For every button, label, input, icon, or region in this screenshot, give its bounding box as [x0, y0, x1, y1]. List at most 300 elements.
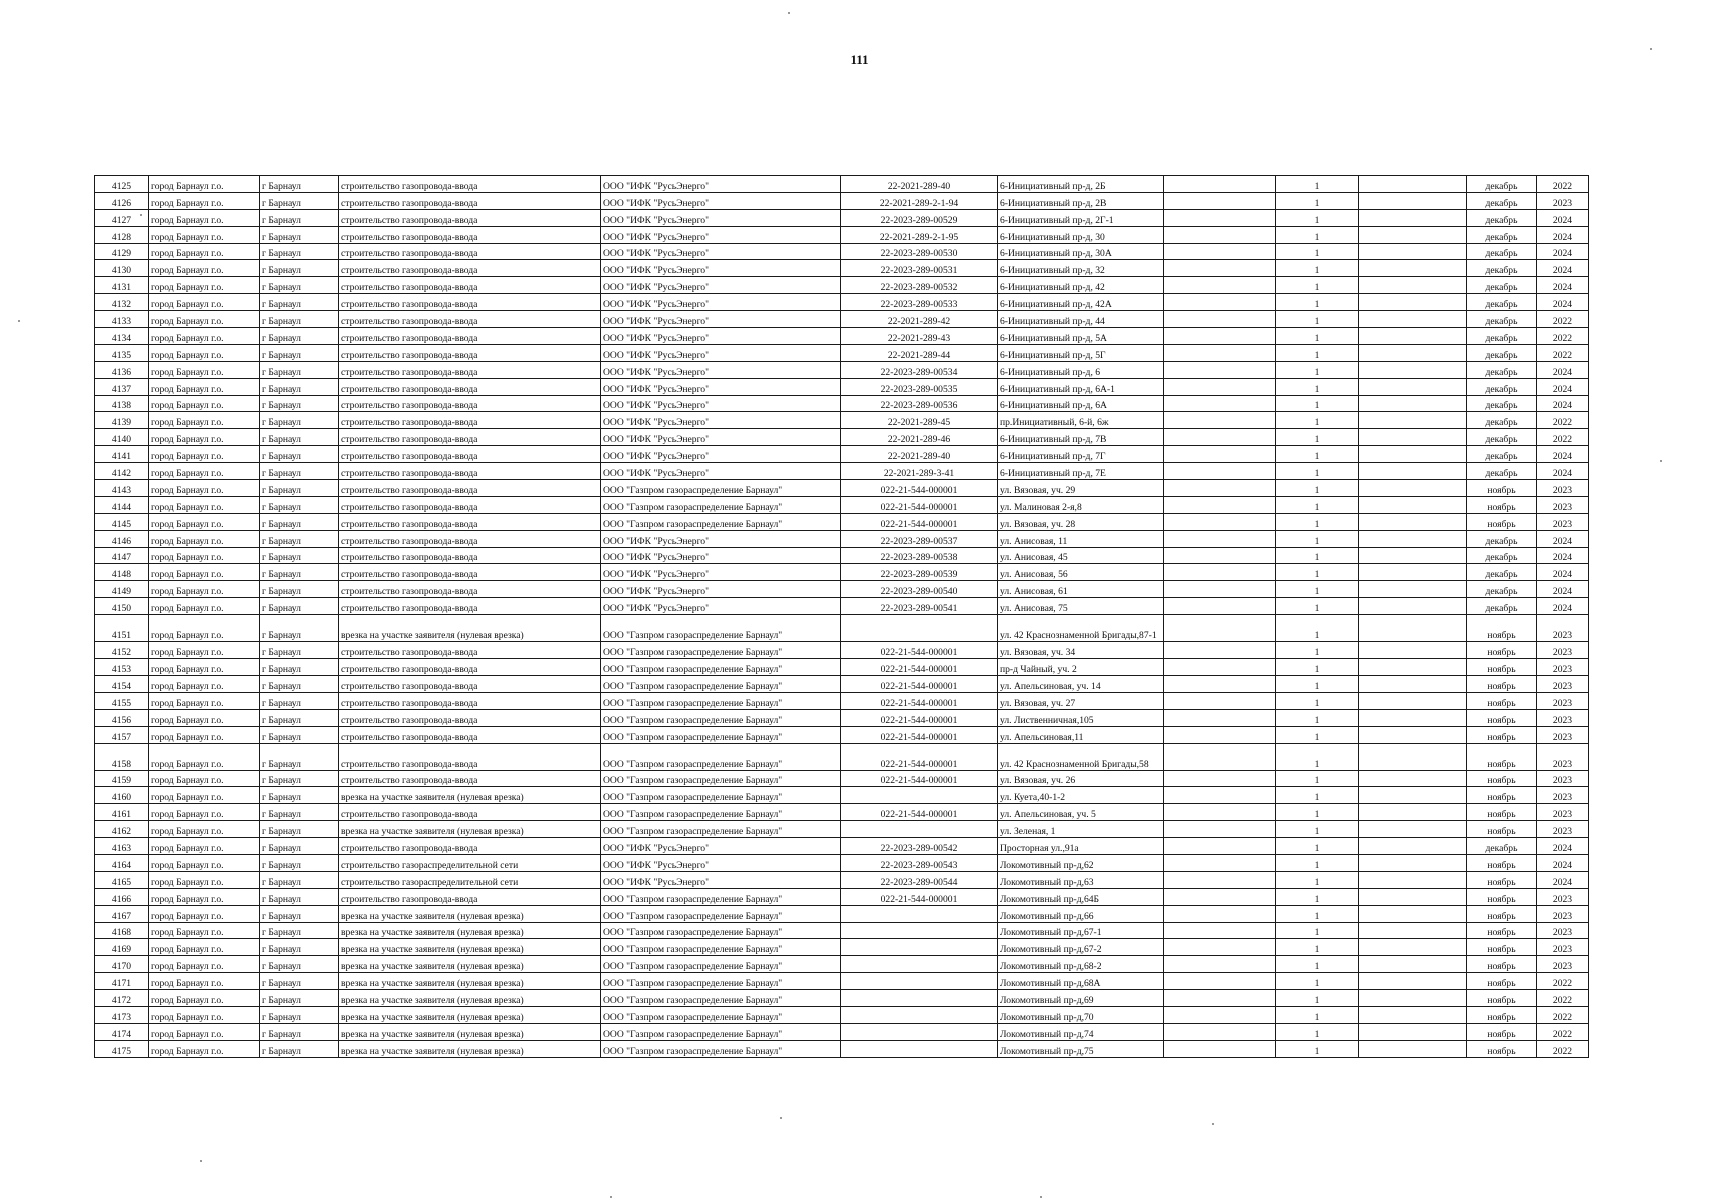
- municipality-cell: город Барнаул г.о.: [149, 692, 260, 709]
- work-type-cell: строительство газопровода-ввода: [339, 770, 601, 787]
- address-cell: Локомотивный пр-д,64Б: [998, 888, 1164, 905]
- quantity-cell: 1: [1276, 598, 1359, 615]
- project-code-cell: 22-2023-289-00541: [841, 598, 998, 615]
- quantity-cell: 1: [1276, 973, 1359, 990]
- table-row: [95, 361, 1589, 378]
- month-cell: ноябрь: [1467, 854, 1537, 871]
- organization-cell: ООО "Газпром газораспределение Барнаул": [601, 922, 841, 939]
- month-cell: ноябрь: [1467, 675, 1537, 692]
- municipality-cell: город Барнаул г.о.: [149, 939, 260, 956]
- empty-cell: [1359, 277, 1467, 294]
- table-row: [95, 675, 1589, 692]
- empty-cell: [1359, 854, 1467, 871]
- address-cell: 6-Инициативный пр-д, 7В: [998, 429, 1164, 446]
- table-row: [95, 311, 1589, 328]
- organization-cell: ООО "Газпром газораспределение Барнаул": [601, 513, 841, 530]
- row-number: 4166: [95, 888, 149, 905]
- organization-cell: ООО "ИФК "РусьЭнерго": [601, 547, 841, 564]
- locality-cell: г Барнаул: [260, 692, 339, 709]
- address-cell: 6-Инициативный пр-д, 42: [998, 277, 1164, 294]
- locality-cell: г Барнаул: [260, 395, 339, 412]
- empty-cell: [1359, 530, 1467, 547]
- empty-cell: [1164, 905, 1276, 922]
- month-cell: ноябрь: [1467, 787, 1537, 804]
- municipality-cell: город Барнаул г.о.: [149, 395, 260, 412]
- quantity-cell: 1: [1276, 530, 1359, 547]
- locality-cell: г Барнаул: [260, 513, 339, 530]
- month-cell: ноябрь: [1467, 1040, 1537, 1057]
- municipality-cell: город Барнаул г.о.: [149, 922, 260, 939]
- empty-cell: [1164, 642, 1276, 659]
- month-cell: ноябрь: [1467, 990, 1537, 1007]
- work-type-cell: строительство газопровода-ввода: [339, 311, 601, 328]
- empty-cell: [1359, 821, 1467, 838]
- project-code-cell: 022-21-544-000001: [841, 726, 998, 743]
- project-code-cell: 022-21-544-000001: [841, 642, 998, 659]
- row-number: 4151: [95, 615, 149, 642]
- year-cell: 2024: [1537, 226, 1589, 243]
- organization-cell: ООО "ИФК "РусьЭнерго": [601, 854, 841, 871]
- municipality-cell: город Барнаул г.о.: [149, 496, 260, 513]
- table-row: [95, 243, 1589, 260]
- quantity-cell: 1: [1276, 260, 1359, 277]
- month-cell: декабрь: [1467, 311, 1537, 328]
- municipality-cell: город Барнаул г.о.: [149, 311, 260, 328]
- table-row: [95, 564, 1589, 581]
- table-row: [95, 446, 1589, 463]
- empty-cell: [1164, 692, 1276, 709]
- year-cell: 2022: [1537, 328, 1589, 345]
- empty-cell: [1359, 496, 1467, 513]
- organization-cell: ООО "Газпром газораспределение Барнаул": [601, 615, 841, 642]
- address-cell: 6-Инициативный пр-д, 2Б: [998, 176, 1164, 193]
- address-cell: ул. Апельсиновая, уч. 5: [998, 804, 1164, 821]
- address-cell: Локомотивный пр-д,69: [998, 990, 1164, 1007]
- year-cell: 2024: [1537, 277, 1589, 294]
- address-cell: ул. Анисовая, 61: [998, 581, 1164, 598]
- municipality-cell: город Барнаул г.о.: [149, 547, 260, 564]
- empty-cell: [1359, 642, 1467, 659]
- project-code-cell: 22-2021-289-40: [841, 446, 998, 463]
- quantity-cell: 1: [1276, 192, 1359, 209]
- year-cell: 2024: [1537, 838, 1589, 855]
- row-number: 4135: [95, 344, 149, 361]
- empty-cell: [1359, 838, 1467, 855]
- organization-cell: ООО "ИФК "РусьЭнерго": [601, 260, 841, 277]
- project-code-cell: [841, 922, 998, 939]
- empty-cell: [1359, 939, 1467, 956]
- organization-cell: ООО "ИФК "РусьЭнерго": [601, 446, 841, 463]
- month-cell: ноябрь: [1467, 804, 1537, 821]
- table-row: [95, 344, 1589, 361]
- locality-cell: г Барнаул: [260, 429, 339, 446]
- locality-cell: г Барнаул: [260, 209, 339, 226]
- row-number: 4126: [95, 192, 149, 209]
- municipality-cell: город Барнаул г.о.: [149, 726, 260, 743]
- municipality-cell: город Барнаул г.о.: [149, 770, 260, 787]
- municipality-cell: город Барнаул г.о.: [149, 804, 260, 821]
- locality-cell: г Барнаул: [260, 615, 339, 642]
- locality-cell: г Барнаул: [260, 1040, 339, 1057]
- month-cell: декабрь: [1467, 176, 1537, 193]
- locality-cell: г Барнаул: [260, 939, 339, 956]
- year-cell: 2022: [1537, 1040, 1589, 1057]
- quantity-cell: 1: [1276, 854, 1359, 871]
- year-cell: 2023: [1537, 743, 1589, 770]
- project-code-cell: 022-21-544-000001: [841, 692, 998, 709]
- quantity-cell: 1: [1276, 311, 1359, 328]
- empty-cell: [1164, 709, 1276, 726]
- empty-cell: [1164, 973, 1276, 990]
- municipality-cell: город Барнаул г.о.: [149, 598, 260, 615]
- year-cell: 2023: [1537, 692, 1589, 709]
- project-code-cell: 22-2023-289-00533: [841, 294, 998, 311]
- empty-cell: [1359, 990, 1467, 1007]
- empty-cell: [1164, 513, 1276, 530]
- work-type-cell: строительство газопровода-ввода: [339, 659, 601, 676]
- empty-cell: [1359, 311, 1467, 328]
- project-code-cell: 22-2023-289-00529: [841, 209, 998, 226]
- municipality-cell: город Барнаул г.о.: [149, 209, 260, 226]
- empty-cell: [1359, 547, 1467, 564]
- empty-cell: [1164, 378, 1276, 395]
- quantity-cell: 1: [1276, 395, 1359, 412]
- quantity-cell: 1: [1276, 787, 1359, 804]
- work-type-cell: строительство газопровода-ввода: [339, 429, 601, 446]
- work-type-cell: врезка на участке заявителя (нулевая врезка): [339, 821, 601, 838]
- empty-cell: [1164, 294, 1276, 311]
- year-cell: 2023: [1537, 513, 1589, 530]
- year-cell: 2023: [1537, 642, 1589, 659]
- organization-cell: ООО "ИФК "РусьЭнерго": [601, 378, 841, 395]
- empty-cell: [1359, 692, 1467, 709]
- month-cell: декабрь: [1467, 838, 1537, 855]
- locality-cell: г Барнаул: [260, 226, 339, 243]
- empty-cell: [1359, 260, 1467, 277]
- scan-speck: [1212, 1123, 1214, 1125]
- month-cell: декабрь: [1467, 463, 1537, 480]
- organization-cell: ООО "Газпром газораспределение Барнаул": [601, 787, 841, 804]
- year-cell: 2024: [1537, 446, 1589, 463]
- year-cell: 2024: [1537, 581, 1589, 598]
- table-row: [95, 973, 1589, 990]
- work-type-cell: строительство газопровода-ввода: [339, 480, 601, 497]
- empty-cell: [1164, 547, 1276, 564]
- locality-cell: г Барнаул: [260, 709, 339, 726]
- work-type-cell: врезка на участке заявителя (нулевая врезка): [339, 1040, 601, 1057]
- organization-cell: ООО "ИФК "РусьЭнерго": [601, 209, 841, 226]
- project-code-cell: [841, 956, 998, 973]
- empty-cell: [1164, 659, 1276, 676]
- organization-cell: ООО "Газпром газораспределение Барнаул": [601, 709, 841, 726]
- year-cell: 2023: [1537, 709, 1589, 726]
- municipality-cell: город Барнаул г.о.: [149, 378, 260, 395]
- year-cell: 2024: [1537, 243, 1589, 260]
- organization-cell: ООО "ИФК "РусьЭнерго": [601, 838, 841, 855]
- table-row: [95, 530, 1589, 547]
- municipality-cell: город Барнаул г.о.: [149, 990, 260, 1007]
- locality-cell: г Барнаул: [260, 328, 339, 345]
- organization-cell: ООО "ИФК "РусьЭнерго": [601, 564, 841, 581]
- month-cell: декабрь: [1467, 395, 1537, 412]
- empty-cell: [1164, 226, 1276, 243]
- year-cell: 2024: [1537, 294, 1589, 311]
- locality-cell: г Барнаул: [260, 496, 339, 513]
- project-code-cell: [841, 821, 998, 838]
- quantity-cell: 1: [1276, 344, 1359, 361]
- table-row: [95, 581, 1589, 598]
- row-number: 4152: [95, 642, 149, 659]
- month-cell: ноябрь: [1467, 1006, 1537, 1023]
- year-cell: 2022: [1537, 973, 1589, 990]
- organization-cell: ООО "ИФК "РусьЭнерго": [601, 395, 841, 412]
- empty-cell: [1164, 598, 1276, 615]
- work-type-cell: строительство газопровода-ввода: [339, 294, 601, 311]
- empty-cell: [1164, 530, 1276, 547]
- table-row: [95, 615, 1589, 642]
- organization-cell: ООО "Газпром газораспределение Барнаул": [601, 692, 841, 709]
- empty-cell: [1359, 463, 1467, 480]
- work-type-cell: строительство газопровода-ввода: [339, 361, 601, 378]
- organization-cell: ООО "Газпром газораспределение Барнаул": [601, 990, 841, 1007]
- empty-cell: [1359, 598, 1467, 615]
- empty-cell: [1164, 956, 1276, 973]
- quantity-cell: 1: [1276, 294, 1359, 311]
- quantity-cell: 1: [1276, 659, 1359, 676]
- row-number: 4127: [95, 209, 149, 226]
- locality-cell: г Барнаул: [260, 446, 339, 463]
- work-type-cell: строительство газопровода-ввода: [339, 709, 601, 726]
- row-number: 4154: [95, 675, 149, 692]
- address-cell: Локомотивный пр-д,70: [998, 1006, 1164, 1023]
- empty-cell: [1359, 176, 1467, 193]
- municipality-cell: город Барнаул г.о.: [149, 615, 260, 642]
- quantity-cell: 1: [1276, 463, 1359, 480]
- locality-cell: г Барнаул: [260, 581, 339, 598]
- month-cell: декабрь: [1467, 344, 1537, 361]
- table-row: [95, 922, 1589, 939]
- table-row: [95, 496, 1589, 513]
- locality-cell: г Барнаул: [260, 659, 339, 676]
- row-number: 4142: [95, 463, 149, 480]
- table-row: [95, 598, 1589, 615]
- municipality-cell: город Барнаул г.о.: [149, 412, 260, 429]
- locality-cell: г Барнаул: [260, 973, 339, 990]
- quantity-cell: 1: [1276, 922, 1359, 939]
- scan-speck: [200, 1160, 202, 1162]
- municipality-cell: город Барнаул г.о.: [149, 838, 260, 855]
- locality-cell: г Барнаул: [260, 770, 339, 787]
- municipality-cell: город Барнаул г.о.: [149, 871, 260, 888]
- locality-cell: г Барнаул: [260, 176, 339, 193]
- address-cell: пр-д Чайный, уч. 2: [998, 659, 1164, 676]
- month-cell: декабрь: [1467, 209, 1537, 226]
- table-row: [95, 378, 1589, 395]
- organization-cell: ООО "Газпром газораспределение Барнаул": [601, 743, 841, 770]
- organization-cell: ООО "ИФК "РусьЭнерго": [601, 530, 841, 547]
- municipality-cell: город Барнаул г.о.: [149, 429, 260, 446]
- project-code-cell: [841, 1040, 998, 1057]
- work-type-cell: строительство газопровода-ввода: [339, 260, 601, 277]
- table-row: [95, 1040, 1589, 1057]
- row-number: 4155: [95, 692, 149, 709]
- project-code-cell: 22-2023-289-00534: [841, 361, 998, 378]
- work-type-cell: строительство газопровода-ввода: [339, 513, 601, 530]
- organization-cell: ООО "Газпром газораспределение Барнаул": [601, 496, 841, 513]
- empty-cell: [1164, 581, 1276, 598]
- empty-cell: [1359, 1023, 1467, 1040]
- row-number: 4141: [95, 446, 149, 463]
- work-type-cell: врезка на участке заявителя (нулевая врезка): [339, 1023, 601, 1040]
- locality-cell: г Барнаул: [260, 854, 339, 871]
- row-number: 4173: [95, 1006, 149, 1023]
- empty-cell: [1359, 743, 1467, 770]
- locality-cell: г Барнаул: [260, 260, 339, 277]
- table-row: [95, 1023, 1589, 1040]
- row-number: 4140: [95, 429, 149, 446]
- year-cell: 2022: [1537, 311, 1589, 328]
- scan-speck: [1040, 1196, 1042, 1198]
- locality-cell: г Барнаул: [260, 344, 339, 361]
- empty-cell: [1164, 311, 1276, 328]
- project-code-cell: [841, 973, 998, 990]
- row-number: 4137: [95, 378, 149, 395]
- address-cell: ул. Лиственничная,105: [998, 709, 1164, 726]
- empty-cell: [1359, 429, 1467, 446]
- month-cell: ноябрь: [1467, 692, 1537, 709]
- table-row: [95, 888, 1589, 905]
- year-cell: 2022: [1537, 1023, 1589, 1040]
- address-cell: 6-Инициативный пр-д, 5А: [998, 328, 1164, 345]
- empty-cell: [1164, 854, 1276, 871]
- locality-cell: г Барнаул: [260, 838, 339, 855]
- empty-cell: [1164, 463, 1276, 480]
- month-cell: ноябрь: [1467, 726, 1537, 743]
- municipality-cell: город Барнаул г.о.: [149, 361, 260, 378]
- row-number: 4153: [95, 659, 149, 676]
- empty-cell: [1359, 726, 1467, 743]
- project-code-cell: 022-21-544-000001: [841, 480, 998, 497]
- quantity-cell: 1: [1276, 209, 1359, 226]
- empty-cell: [1359, 328, 1467, 345]
- municipality-cell: город Барнаул г.о.: [149, 787, 260, 804]
- month-cell: ноябрь: [1467, 973, 1537, 990]
- quantity-cell: 1: [1276, 378, 1359, 395]
- table-row: [95, 956, 1589, 973]
- empty-cell: [1359, 344, 1467, 361]
- work-type-cell: строительство газораспределительной сети: [339, 854, 601, 871]
- work-type-cell: строительство газопровода-ввода: [339, 277, 601, 294]
- address-cell: ул. Вязовая, уч. 27: [998, 692, 1164, 709]
- municipality-cell: город Барнаул г.о.: [149, 480, 260, 497]
- quantity-cell: 1: [1276, 581, 1359, 598]
- empty-cell: [1164, 209, 1276, 226]
- address-cell: Локомотивный пр-д,66: [998, 905, 1164, 922]
- address-cell: 6-Инициативный пр-д, 5Г: [998, 344, 1164, 361]
- work-type-cell: врезка на участке заявителя (нулевая врезка): [339, 973, 601, 990]
- organization-cell: ООО "Газпром газораспределение Барнаул": [601, 821, 841, 838]
- locality-cell: г Барнаул: [260, 361, 339, 378]
- work-type-cell: строительство газопровода-ввода: [339, 642, 601, 659]
- empty-cell: [1164, 770, 1276, 787]
- address-cell: 6-Инициативный пр-д, 44: [998, 311, 1164, 328]
- month-cell: декабрь: [1467, 226, 1537, 243]
- empty-cell: [1164, 922, 1276, 939]
- locality-cell: г Барнаул: [260, 480, 339, 497]
- month-cell: ноябрь: [1467, 513, 1537, 530]
- quantity-cell: 1: [1276, 675, 1359, 692]
- municipality-cell: город Барнаул г.о.: [149, 1023, 260, 1040]
- empty-cell: [1359, 412, 1467, 429]
- year-cell: 2023: [1537, 480, 1589, 497]
- municipality-cell: город Барнаул г.о.: [149, 743, 260, 770]
- quantity-cell: 1: [1276, 513, 1359, 530]
- work-type-cell: строительство газопровода-ввода: [339, 412, 601, 429]
- project-code-cell: 022-21-544-000001: [841, 496, 998, 513]
- organization-cell: ООО "Газпром газораспределение Барнаул": [601, 675, 841, 692]
- year-cell: 2022: [1537, 176, 1589, 193]
- municipality-cell: город Барнаул г.о.: [149, 564, 260, 581]
- locality-cell: г Барнаул: [260, 804, 339, 821]
- address-cell: ул. Вязовая, уч. 26: [998, 770, 1164, 787]
- locality-cell: г Барнаул: [260, 378, 339, 395]
- quantity-cell: 1: [1276, 743, 1359, 770]
- quantity-cell: 1: [1276, 277, 1359, 294]
- empty-cell: [1164, 260, 1276, 277]
- work-type-cell: врезка на участке заявителя (нулевая врезка): [339, 956, 601, 973]
- table-row: [95, 429, 1589, 446]
- row-number: 4159: [95, 770, 149, 787]
- work-type-cell: строительство газопровода-ввода: [339, 581, 601, 598]
- month-cell: ноябрь: [1467, 659, 1537, 676]
- locality-cell: г Барнаул: [260, 294, 339, 311]
- quantity-cell: 1: [1276, 888, 1359, 905]
- month-cell: ноябрь: [1467, 939, 1537, 956]
- organization-cell: ООО "ИФК "РусьЭнерго": [601, 176, 841, 193]
- year-cell: 2023: [1537, 675, 1589, 692]
- month-cell: ноябрь: [1467, 956, 1537, 973]
- year-cell: 2023: [1537, 726, 1589, 743]
- project-code-cell: 22-2023-289-00538: [841, 547, 998, 564]
- work-type-cell: строительство газопровода-ввода: [339, 192, 601, 209]
- address-cell: ул. Вязовая, уч. 34: [998, 642, 1164, 659]
- month-cell: декабрь: [1467, 192, 1537, 209]
- quantity-cell: 1: [1276, 871, 1359, 888]
- empty-cell: [1164, 1040, 1276, 1057]
- quantity-cell: 1: [1276, 1040, 1359, 1057]
- month-cell: ноябрь: [1467, 770, 1537, 787]
- municipality-cell: город Барнаул г.о.: [149, 1006, 260, 1023]
- month-cell: ноябрь: [1467, 888, 1537, 905]
- scan-speck: [788, 12, 790, 14]
- table-row: [95, 547, 1589, 564]
- project-code-cell: 22-2023-289-00536: [841, 395, 998, 412]
- work-type-cell: строительство газопровода-ввода: [339, 395, 601, 412]
- address-cell: ул. Анисовая, 45: [998, 547, 1164, 564]
- empty-cell: [1359, 709, 1467, 726]
- empty-cell: [1164, 277, 1276, 294]
- empty-cell: [1359, 905, 1467, 922]
- row-number: 4143: [95, 480, 149, 497]
- organization-cell: ООО "Газпром газораспределение Барнаул": [601, 1040, 841, 1057]
- organization-cell: ООО "ИФК "РусьЭнерго": [601, 344, 841, 361]
- empty-cell: [1359, 209, 1467, 226]
- municipality-cell: город Барнаул г.о.: [149, 344, 260, 361]
- locality-cell: г Барнаул: [260, 564, 339, 581]
- month-cell: декабрь: [1467, 277, 1537, 294]
- organization-cell: ООО "ИФК "РусьЭнерго": [601, 361, 841, 378]
- project-code-cell: 022-21-544-000001: [841, 804, 998, 821]
